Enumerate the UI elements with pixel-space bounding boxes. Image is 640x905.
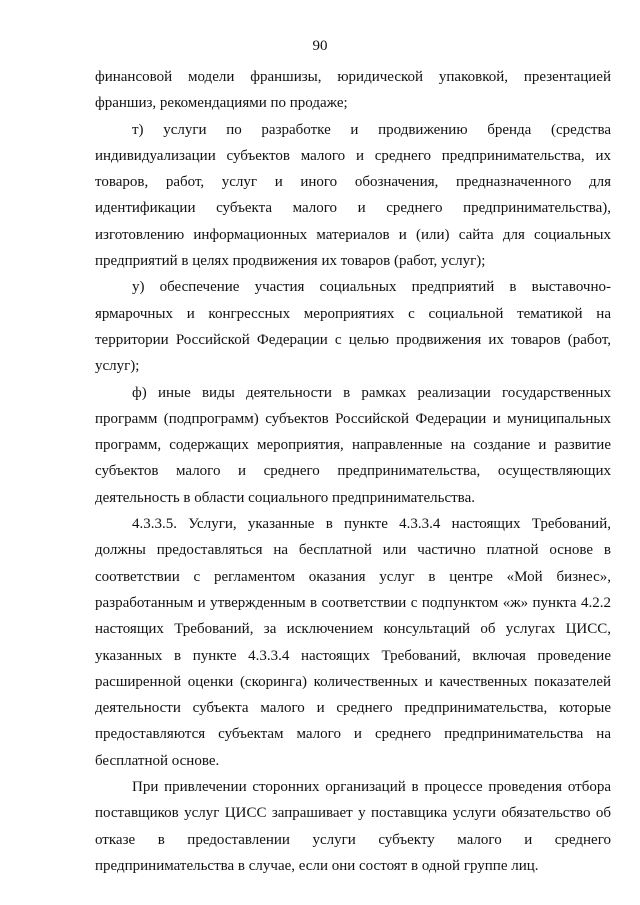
document-body bbox=[95, 64, 611, 879]
paragraph-item-f-other-activities: ф) иные виды деятельности в рамках реализации государственных программ (подпрограмм) субъектов Российской Федерации и муниципальных программ, содержащих мероприятия, направленные на создание и развитие субъектов малого и среднего предпринимательства, осуществляющих деятельность в области социального предпринимательства. bbox=[95, 384, 611, 506]
paragraph-franchise-continuation: финансовой модели франшизы, юридической упаковкой, презентацией франшиз, рекомендациями по продаже; bbox=[95, 69, 611, 112]
paragraph-third-party-suppliers: При привлечении сторонних организаций в процессе проведения отбора поставщиков услуг ЦИСС запрашивает у поставщика услуги обязательство об отказе в предоставлении услуги субъекту малого и среднего предпринимательства в случае, если они состоят в одной группе лиц. bbox=[95, 779, 611, 874]
paragraph-item-u-exhibitions: у) обеспечение участия социальных предприятий в выставочно-ярмарочных и конгрессных мероприятиях с социальной тематикой на территории Российской Федерации с целью продвижения их товаров (работ, услуг); bbox=[95, 279, 611, 375]
paragraph-4-3-3-5: 4.3.3.5. Услуги, указанные в пункте 4.3.3.4 настоящих Требований, должны предоставляться на бесплатной или частично платной основе в соответствии с регламентом оказания услуг в центре «Мой бизнес», разработанным и утвержденным в соответствии с подпунктом «ж» пункта 4.2.2 настоящих Требований, за исключением консультаций об услугах ЦИСС, указанных в пункте 4.3.3.4 настоящих Требований, включая проведение расширенной оценки (скоринга) количественных и качественных показателей деятельности субъекта малого и среднего предпринимательства, которые предоставляются субъектам малого и среднего предпринимательства на бесплатной основе. bbox=[95, 516, 611, 769]
paragraph-item-t-brand-services: т) услуги по разработке и продвижению бренда (средства индивидуализации субъектов малого и среднего предпринимательства, их товаров, работ, услуг и иного обозначения, предназначенного для идентификации субъекта малого и среднего предпринимательства), изготовлению информационных материалов и (или) сайта для социальных предприятий в целях продвижения их товаров (работ, услуг); bbox=[95, 121, 611, 270]
page-number: 90 bbox=[312, 38, 328, 54]
